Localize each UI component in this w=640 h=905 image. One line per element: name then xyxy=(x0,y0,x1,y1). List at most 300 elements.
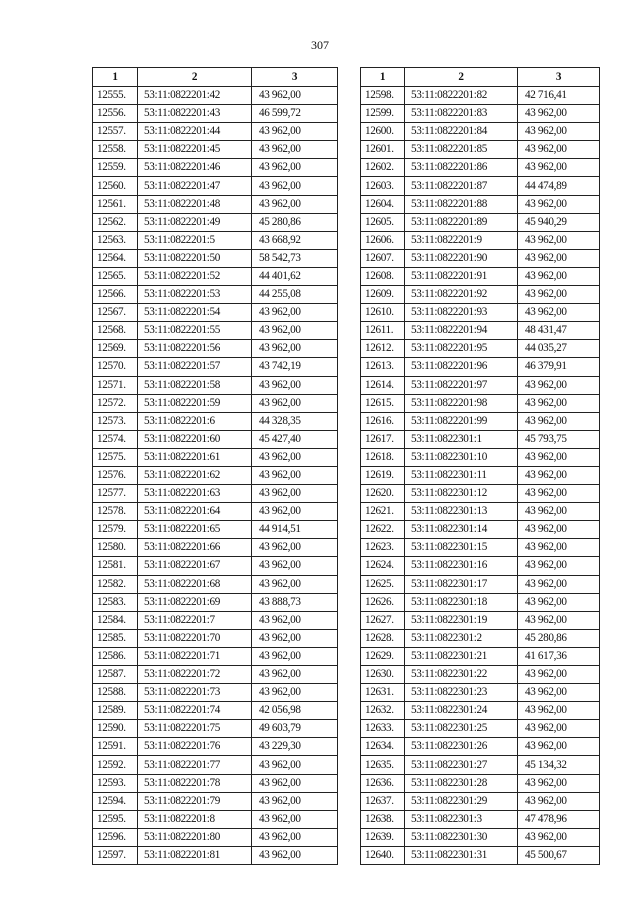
table-row xyxy=(93,521,338,539)
cadastral-value: 45 427,40 xyxy=(252,430,338,448)
row-number: 12590. xyxy=(93,720,138,738)
cadastral-number: 53:11:0822201:88 xyxy=(405,195,518,213)
row-number: 12639. xyxy=(361,828,405,846)
cadastral-value: 46 379,91 xyxy=(518,358,600,376)
cadastral-value: 43 962,00 xyxy=(252,684,338,702)
cadastral-value: 43 962,00 xyxy=(252,322,338,340)
row-number: 12562. xyxy=(93,213,138,231)
cadastral-value: 43 962,00 xyxy=(518,141,600,159)
cadastral-value: 43 962,00 xyxy=(252,485,338,503)
row-number: 12630. xyxy=(361,666,405,684)
cadastral-value: 45 134,32 xyxy=(518,756,600,774)
row-number: 12615. xyxy=(361,394,405,412)
table-row xyxy=(361,503,600,521)
cadastral-number: 53:11:0822201:83 xyxy=(405,105,518,123)
table-row xyxy=(361,394,600,412)
cadastral-value: 43 962,00 xyxy=(252,376,338,394)
cadastral-value: 43 962,00 xyxy=(252,304,338,322)
cadastral-number: 53:11:0822201:95 xyxy=(405,340,518,358)
row-number: 12594. xyxy=(93,792,138,810)
cadastral-value: 43 962,00 xyxy=(518,304,600,322)
cadastral-value: 44 255,08 xyxy=(252,286,338,304)
row-number: 12624. xyxy=(361,557,405,575)
cadastral-number: 53:11:0822201:92 xyxy=(405,286,518,304)
cadastral-value: 43 962,00 xyxy=(252,466,338,484)
cadastral-value: 45 280,86 xyxy=(518,629,600,647)
table-row xyxy=(93,503,338,521)
row-number: 12596. xyxy=(93,828,138,846)
cadastral-value: 43 962,00 xyxy=(518,448,600,466)
cadastral-number: 53:11:0822201:42 xyxy=(138,87,252,105)
table-row xyxy=(361,195,600,213)
table-row xyxy=(361,430,600,448)
cadastral-value: 46 599,72 xyxy=(252,105,338,123)
table-row xyxy=(93,666,338,684)
table-row xyxy=(93,231,338,249)
row-number: 12588. xyxy=(93,684,138,702)
row-number: 12577. xyxy=(93,485,138,503)
cadastral-number: 53:11:0822201:47 xyxy=(138,177,252,195)
table-row xyxy=(361,286,600,304)
cadastral-number: 53:11:0822201:57 xyxy=(138,358,252,376)
cadastral-number: 53:11:0822201:66 xyxy=(138,539,252,557)
table-row xyxy=(361,249,600,267)
cadastral-number: 53:11:0822201:79 xyxy=(138,792,252,810)
row-number: 12613. xyxy=(361,358,405,376)
header-row xyxy=(93,68,338,87)
row-number: 12584. xyxy=(93,611,138,629)
table-row xyxy=(361,828,600,846)
row-number: 12599. xyxy=(361,105,405,123)
cadastral-number: 53:11:0822201:68 xyxy=(138,575,252,593)
cadastral-number: 53:11:0822201:89 xyxy=(405,213,518,231)
cadastral-number: 53:11:0822201:52 xyxy=(138,267,252,285)
cadastral-number: 53:11:0822201:78 xyxy=(138,774,252,792)
row-number: 12564. xyxy=(93,249,138,267)
row-number: 12605. xyxy=(361,213,405,231)
table-row xyxy=(361,702,600,720)
cadastral-number: 53:11:0822201:98 xyxy=(405,394,518,412)
table-row xyxy=(361,376,600,394)
row-number: 12600. xyxy=(361,123,405,141)
column-header-value: 3 xyxy=(252,68,338,87)
row-number: 12557. xyxy=(93,123,138,141)
cadastral-value: 45 500,67 xyxy=(518,846,600,864)
table-row xyxy=(93,575,338,593)
table-row xyxy=(361,87,600,105)
cadastral-value: 45 940,29 xyxy=(518,213,600,231)
cadastral-value: 43 962,00 xyxy=(252,159,338,177)
cadastral-number: 53:11:0822201:48 xyxy=(138,195,252,213)
row-number: 12582. xyxy=(93,575,138,593)
row-number: 12622. xyxy=(361,521,405,539)
row-number: 12621. xyxy=(361,503,405,521)
row-number: 12561. xyxy=(93,195,138,213)
row-number: 12585. xyxy=(93,629,138,647)
row-number: 12608. xyxy=(361,267,405,285)
cadastral-value: 43 668,92 xyxy=(252,231,338,249)
table-row xyxy=(93,485,338,503)
row-number: 12629. xyxy=(361,647,405,665)
row-number: 12567. xyxy=(93,304,138,322)
cadastral-number: 53:11:0822201:7 xyxy=(138,611,252,629)
cadastral-number: 53:11:0822201:82 xyxy=(405,87,518,105)
cadastral-number: 53:11:0822301:3 xyxy=(405,810,518,828)
cadastral-number: 53:11:0822201:50 xyxy=(138,249,252,267)
row-number: 12635. xyxy=(361,756,405,774)
cadastral-value: 43 962,00 xyxy=(252,846,338,864)
row-number: 12632. xyxy=(361,702,405,720)
table-row xyxy=(361,810,600,828)
cadastral-number: 53:11:0822201:85 xyxy=(405,141,518,159)
table-row xyxy=(93,322,338,340)
row-number: 12576. xyxy=(93,466,138,484)
cadastral-value: 43 962,00 xyxy=(252,810,338,828)
cadastral-value: 43 962,00 xyxy=(252,394,338,412)
row-number: 12571. xyxy=(93,376,138,394)
table-row xyxy=(361,123,600,141)
cadastral-value: 43 962,00 xyxy=(518,792,600,810)
cadastral-value: 58 542,73 xyxy=(252,249,338,267)
row-number: 12565. xyxy=(93,267,138,285)
cadastral-value: 43 962,00 xyxy=(518,684,600,702)
cadastral-value: 48 431,47 xyxy=(518,322,600,340)
cadastral-value: 43 962,00 xyxy=(252,666,338,684)
cadastral-number: 53:11:0822301:18 xyxy=(405,593,518,611)
cadastral-value: 43 962,00 xyxy=(252,539,338,557)
table-row xyxy=(93,720,338,738)
cadastral-number: 53:11:0822201:59 xyxy=(138,394,252,412)
column-header-value: 3 xyxy=(518,68,600,87)
table-row xyxy=(361,846,600,864)
cadastral-value: 43 962,00 xyxy=(252,575,338,593)
cadastral-value: 43 962,00 xyxy=(252,629,338,647)
table-row xyxy=(93,557,338,575)
table-row xyxy=(93,611,338,629)
cadastral-value: 43 888,73 xyxy=(252,593,338,611)
cadastral-value: 43 962,00 xyxy=(518,575,600,593)
cadastral-number: 53:11:0822201:67 xyxy=(138,557,252,575)
column-header-number: 1 xyxy=(93,68,138,87)
table-row xyxy=(93,358,338,376)
row-number: 12580. xyxy=(93,539,138,557)
cadastral-value: 43 962,00 xyxy=(252,756,338,774)
cadastral-value: 43 962,00 xyxy=(518,521,600,539)
cadastral-value: 43 962,00 xyxy=(518,666,600,684)
cadastral-number: 53:11:0822201:87 xyxy=(405,177,518,195)
cadastral-number: 53:11:0822201:46 xyxy=(138,159,252,177)
table-row xyxy=(361,629,600,647)
cadastral-value: 43 962,00 xyxy=(518,593,600,611)
header-row xyxy=(361,68,600,87)
cadastral-number: 53:11:0822201:61 xyxy=(138,448,252,466)
data-table-right xyxy=(360,67,600,865)
table-row xyxy=(93,267,338,285)
table-row xyxy=(361,485,600,503)
cadastral-number: 53:11:0822201:6 xyxy=(138,412,252,430)
table-row xyxy=(93,105,338,123)
cadastral-number: 53:11:0822301:21 xyxy=(405,647,518,665)
table-row xyxy=(361,412,600,430)
cadastral-value: 43 962,00 xyxy=(518,105,600,123)
table-row xyxy=(361,304,600,322)
cadastral-value: 44 914,51 xyxy=(252,521,338,539)
cadastral-number: 53:11:0822301:27 xyxy=(405,756,518,774)
table-row xyxy=(93,123,338,141)
cadastral-number: 53:11:0822201:60 xyxy=(138,430,252,448)
row-number: 12610. xyxy=(361,304,405,322)
table-row xyxy=(361,684,600,702)
cadastral-value: 43 962,00 xyxy=(252,141,338,159)
table-row xyxy=(93,340,338,358)
cadastral-value: 43 962,00 xyxy=(518,286,600,304)
cadastral-number: 53:11:0822301:30 xyxy=(405,828,518,846)
column-header-number: 1 xyxy=(361,68,405,87)
cadastral-number: 53:11:0822301:22 xyxy=(405,666,518,684)
cadastral-number: 53:11:0822201:9 xyxy=(405,231,518,249)
cadastral-value: 43 962,00 xyxy=(518,231,600,249)
cadastral-value: 43 962,00 xyxy=(518,702,600,720)
table-row xyxy=(361,159,600,177)
cadastral-number: 53:11:0822301:11 xyxy=(405,466,518,484)
table-row xyxy=(361,267,600,285)
cadastral-number: 53:11:0822301:15 xyxy=(405,539,518,557)
cadastral-number: 53:11:0822201:75 xyxy=(138,720,252,738)
cadastral-number: 53:11:0822301:17 xyxy=(405,575,518,593)
cadastral-number: 53:11:0822201:43 xyxy=(138,105,252,123)
cadastral-value: 45 793,75 xyxy=(518,430,600,448)
cadastral-number: 53:11:0822301:26 xyxy=(405,738,518,756)
cadastral-value: 44 328,35 xyxy=(252,412,338,430)
row-number: 12598. xyxy=(361,87,405,105)
cadastral-value: 43 962,00 xyxy=(518,774,600,792)
row-number: 12640. xyxy=(361,846,405,864)
row-number: 12578. xyxy=(93,503,138,521)
cadastral-number: 53:11:0822201:64 xyxy=(138,503,252,521)
table-row xyxy=(93,159,338,177)
cadastral-value: 43 962,00 xyxy=(518,466,600,484)
cadastral-number: 53:11:0822201:62 xyxy=(138,466,252,484)
table-row xyxy=(93,466,338,484)
cadastral-value: 43 962,00 xyxy=(518,376,600,394)
cadastral-value: 43 962,00 xyxy=(252,123,338,141)
table-row xyxy=(361,756,600,774)
cadastral-value: 43 962,00 xyxy=(252,647,338,665)
row-number: 12581. xyxy=(93,557,138,575)
table-row xyxy=(93,647,338,665)
cadastral-number: 53:11:0822301:25 xyxy=(405,720,518,738)
row-number: 12575. xyxy=(93,448,138,466)
cadastral-number: 53:11:0822301:14 xyxy=(405,521,518,539)
cadastral-number: 53:11:0822301:23 xyxy=(405,684,518,702)
cadastral-number: 53:11:0822201:72 xyxy=(138,666,252,684)
row-number: 12569. xyxy=(93,340,138,358)
row-number: 12638. xyxy=(361,810,405,828)
table-row xyxy=(93,195,338,213)
row-number: 12627. xyxy=(361,611,405,629)
cadastral-number: 53:11:0822201:54 xyxy=(138,304,252,322)
row-number: 12595. xyxy=(93,810,138,828)
table-row xyxy=(93,684,338,702)
row-number: 12568. xyxy=(93,322,138,340)
cadastral-number: 53:11:0822201:84 xyxy=(405,123,518,141)
row-number: 12617. xyxy=(361,430,405,448)
row-number: 12587. xyxy=(93,666,138,684)
row-number: 12606. xyxy=(361,231,405,249)
row-number: 12573. xyxy=(93,412,138,430)
cadastral-value: 43 962,00 xyxy=(252,611,338,629)
cadastral-value: 43 962,00 xyxy=(252,774,338,792)
data-table-left xyxy=(92,67,338,865)
cadastral-number: 53:11:0822201:93 xyxy=(405,304,518,322)
row-number: 12604. xyxy=(361,195,405,213)
cadastral-number: 53:11:0822201:55 xyxy=(138,322,252,340)
row-number: 12566. xyxy=(93,286,138,304)
cadastral-value: 43 229,30 xyxy=(252,738,338,756)
cadastral-value: 43 962,00 xyxy=(518,539,600,557)
cadastral-value: 43 742,19 xyxy=(252,358,338,376)
table-row xyxy=(93,629,338,647)
row-number: 12555. xyxy=(93,87,138,105)
cadastral-number: 53:11:0822201:74 xyxy=(138,702,252,720)
row-number: 12558. xyxy=(93,141,138,159)
cadastral-value: 43 962,00 xyxy=(518,720,600,738)
table-row xyxy=(93,448,338,466)
row-number: 12628. xyxy=(361,629,405,647)
cadastral-value: 44 474,89 xyxy=(518,177,600,195)
cadastral-value: 43 962,00 xyxy=(252,557,338,575)
table-row xyxy=(93,430,338,448)
cadastral-value: 43 962,00 xyxy=(518,738,600,756)
table-row xyxy=(361,666,600,684)
row-number: 12636. xyxy=(361,774,405,792)
table-row xyxy=(361,738,600,756)
column-header-cadastral: 2 xyxy=(138,68,252,87)
row-number: 12601. xyxy=(361,141,405,159)
row-number: 12625. xyxy=(361,575,405,593)
row-number: 12593. xyxy=(93,774,138,792)
table-row xyxy=(361,213,600,231)
table-row xyxy=(361,141,600,159)
row-number: 12597. xyxy=(93,846,138,864)
table-row xyxy=(361,539,600,557)
cadastral-number: 53:11:0822201:49 xyxy=(138,213,252,231)
table-row xyxy=(93,810,338,828)
cadastral-value: 43 962,00 xyxy=(518,195,600,213)
row-number: 12637. xyxy=(361,792,405,810)
cadastral-number: 53:11:0822201:5 xyxy=(138,231,252,249)
table-row xyxy=(93,412,338,430)
row-number: 12563. xyxy=(93,231,138,249)
table-row xyxy=(361,575,600,593)
row-number: 12633. xyxy=(361,720,405,738)
row-number: 12612. xyxy=(361,340,405,358)
cadastral-value: 43 962,00 xyxy=(518,267,600,285)
table-row xyxy=(361,647,600,665)
cadastral-value: 49 603,79 xyxy=(252,720,338,738)
table-row xyxy=(93,177,338,195)
cadastral-value: 44 401,62 xyxy=(252,267,338,285)
cadastral-value: 43 962,00 xyxy=(518,611,600,629)
row-number: 12631. xyxy=(361,684,405,702)
row-number: 12616. xyxy=(361,412,405,430)
table-row xyxy=(361,557,600,575)
table-row xyxy=(93,141,338,159)
cadastral-value: 43 962,00 xyxy=(518,123,600,141)
row-number: 12611. xyxy=(361,322,405,340)
row-number: 12559. xyxy=(93,159,138,177)
row-number: 12623. xyxy=(361,539,405,557)
table-row xyxy=(361,611,600,629)
table-row xyxy=(361,521,600,539)
cadastral-value: 41 617,36 xyxy=(518,647,600,665)
cadastral-number: 53:11:0822201:99 xyxy=(405,412,518,430)
cadastral-number: 53:11:0822301:10 xyxy=(405,448,518,466)
cadastral-number: 53:11:0822201:97 xyxy=(405,376,518,394)
row-number: 12614. xyxy=(361,376,405,394)
cadastral-number: 53:11:0822201:70 xyxy=(138,629,252,647)
cadastral-value: 43 962,00 xyxy=(518,503,600,521)
cadastral-value: 43 962,00 xyxy=(252,177,338,195)
cadastral-value: 45 280,86 xyxy=(252,213,338,231)
row-number: 12626. xyxy=(361,593,405,611)
row-number: 12591. xyxy=(93,738,138,756)
table-row xyxy=(93,593,338,611)
cadastral-number: 53:11:0822201:94 xyxy=(405,322,518,340)
cadastral-number: 53:11:0822201:45 xyxy=(138,141,252,159)
row-number: 12583. xyxy=(93,593,138,611)
row-number: 12560. xyxy=(93,177,138,195)
cadastral-number: 53:11:0822201:96 xyxy=(405,358,518,376)
row-number: 12586. xyxy=(93,647,138,665)
cadastral-value: 43 962,00 xyxy=(252,503,338,521)
cadastral-number: 53:11:0822301:31 xyxy=(405,846,518,864)
table-row xyxy=(361,466,600,484)
table-row xyxy=(93,286,338,304)
cadastral-number: 53:11:0822201:69 xyxy=(138,593,252,611)
cadastral-value: 43 962,00 xyxy=(518,394,600,412)
table-row xyxy=(361,448,600,466)
row-number: 12619. xyxy=(361,466,405,484)
table-row xyxy=(361,792,600,810)
cadastral-value: 44 035,27 xyxy=(518,340,600,358)
row-number: 12592. xyxy=(93,756,138,774)
row-number: 12579. xyxy=(93,521,138,539)
table-row xyxy=(93,394,338,412)
cadastral-number: 53:11:0822301:19 xyxy=(405,611,518,629)
cadastral-value: 43 962,00 xyxy=(252,828,338,846)
cadastral-number: 53:11:0822201:73 xyxy=(138,684,252,702)
cadastral-value: 42 056,98 xyxy=(252,702,338,720)
cadastral-number: 53:11:0822201:63 xyxy=(138,485,252,503)
row-number: 12609. xyxy=(361,286,405,304)
table-row xyxy=(93,539,338,557)
cadastral-value: 43 962,00 xyxy=(518,828,600,846)
table-row xyxy=(93,702,338,720)
table-row xyxy=(93,774,338,792)
table-row xyxy=(361,322,600,340)
cadastral-value: 43 962,00 xyxy=(518,557,600,575)
cadastral-value: 47 478,96 xyxy=(518,810,600,828)
cadastral-number: 53:11:0822301:29 xyxy=(405,792,518,810)
cadastral-number: 53:11:0822201:8 xyxy=(138,810,252,828)
table-row xyxy=(93,213,338,231)
row-number: 12607. xyxy=(361,249,405,267)
page-number: 307 xyxy=(311,38,329,52)
cadastral-number: 53:11:0822301:24 xyxy=(405,702,518,720)
cadastral-value: 43 962,00 xyxy=(252,87,338,105)
cadastral-number: 53:11:0822301:1 xyxy=(405,430,518,448)
